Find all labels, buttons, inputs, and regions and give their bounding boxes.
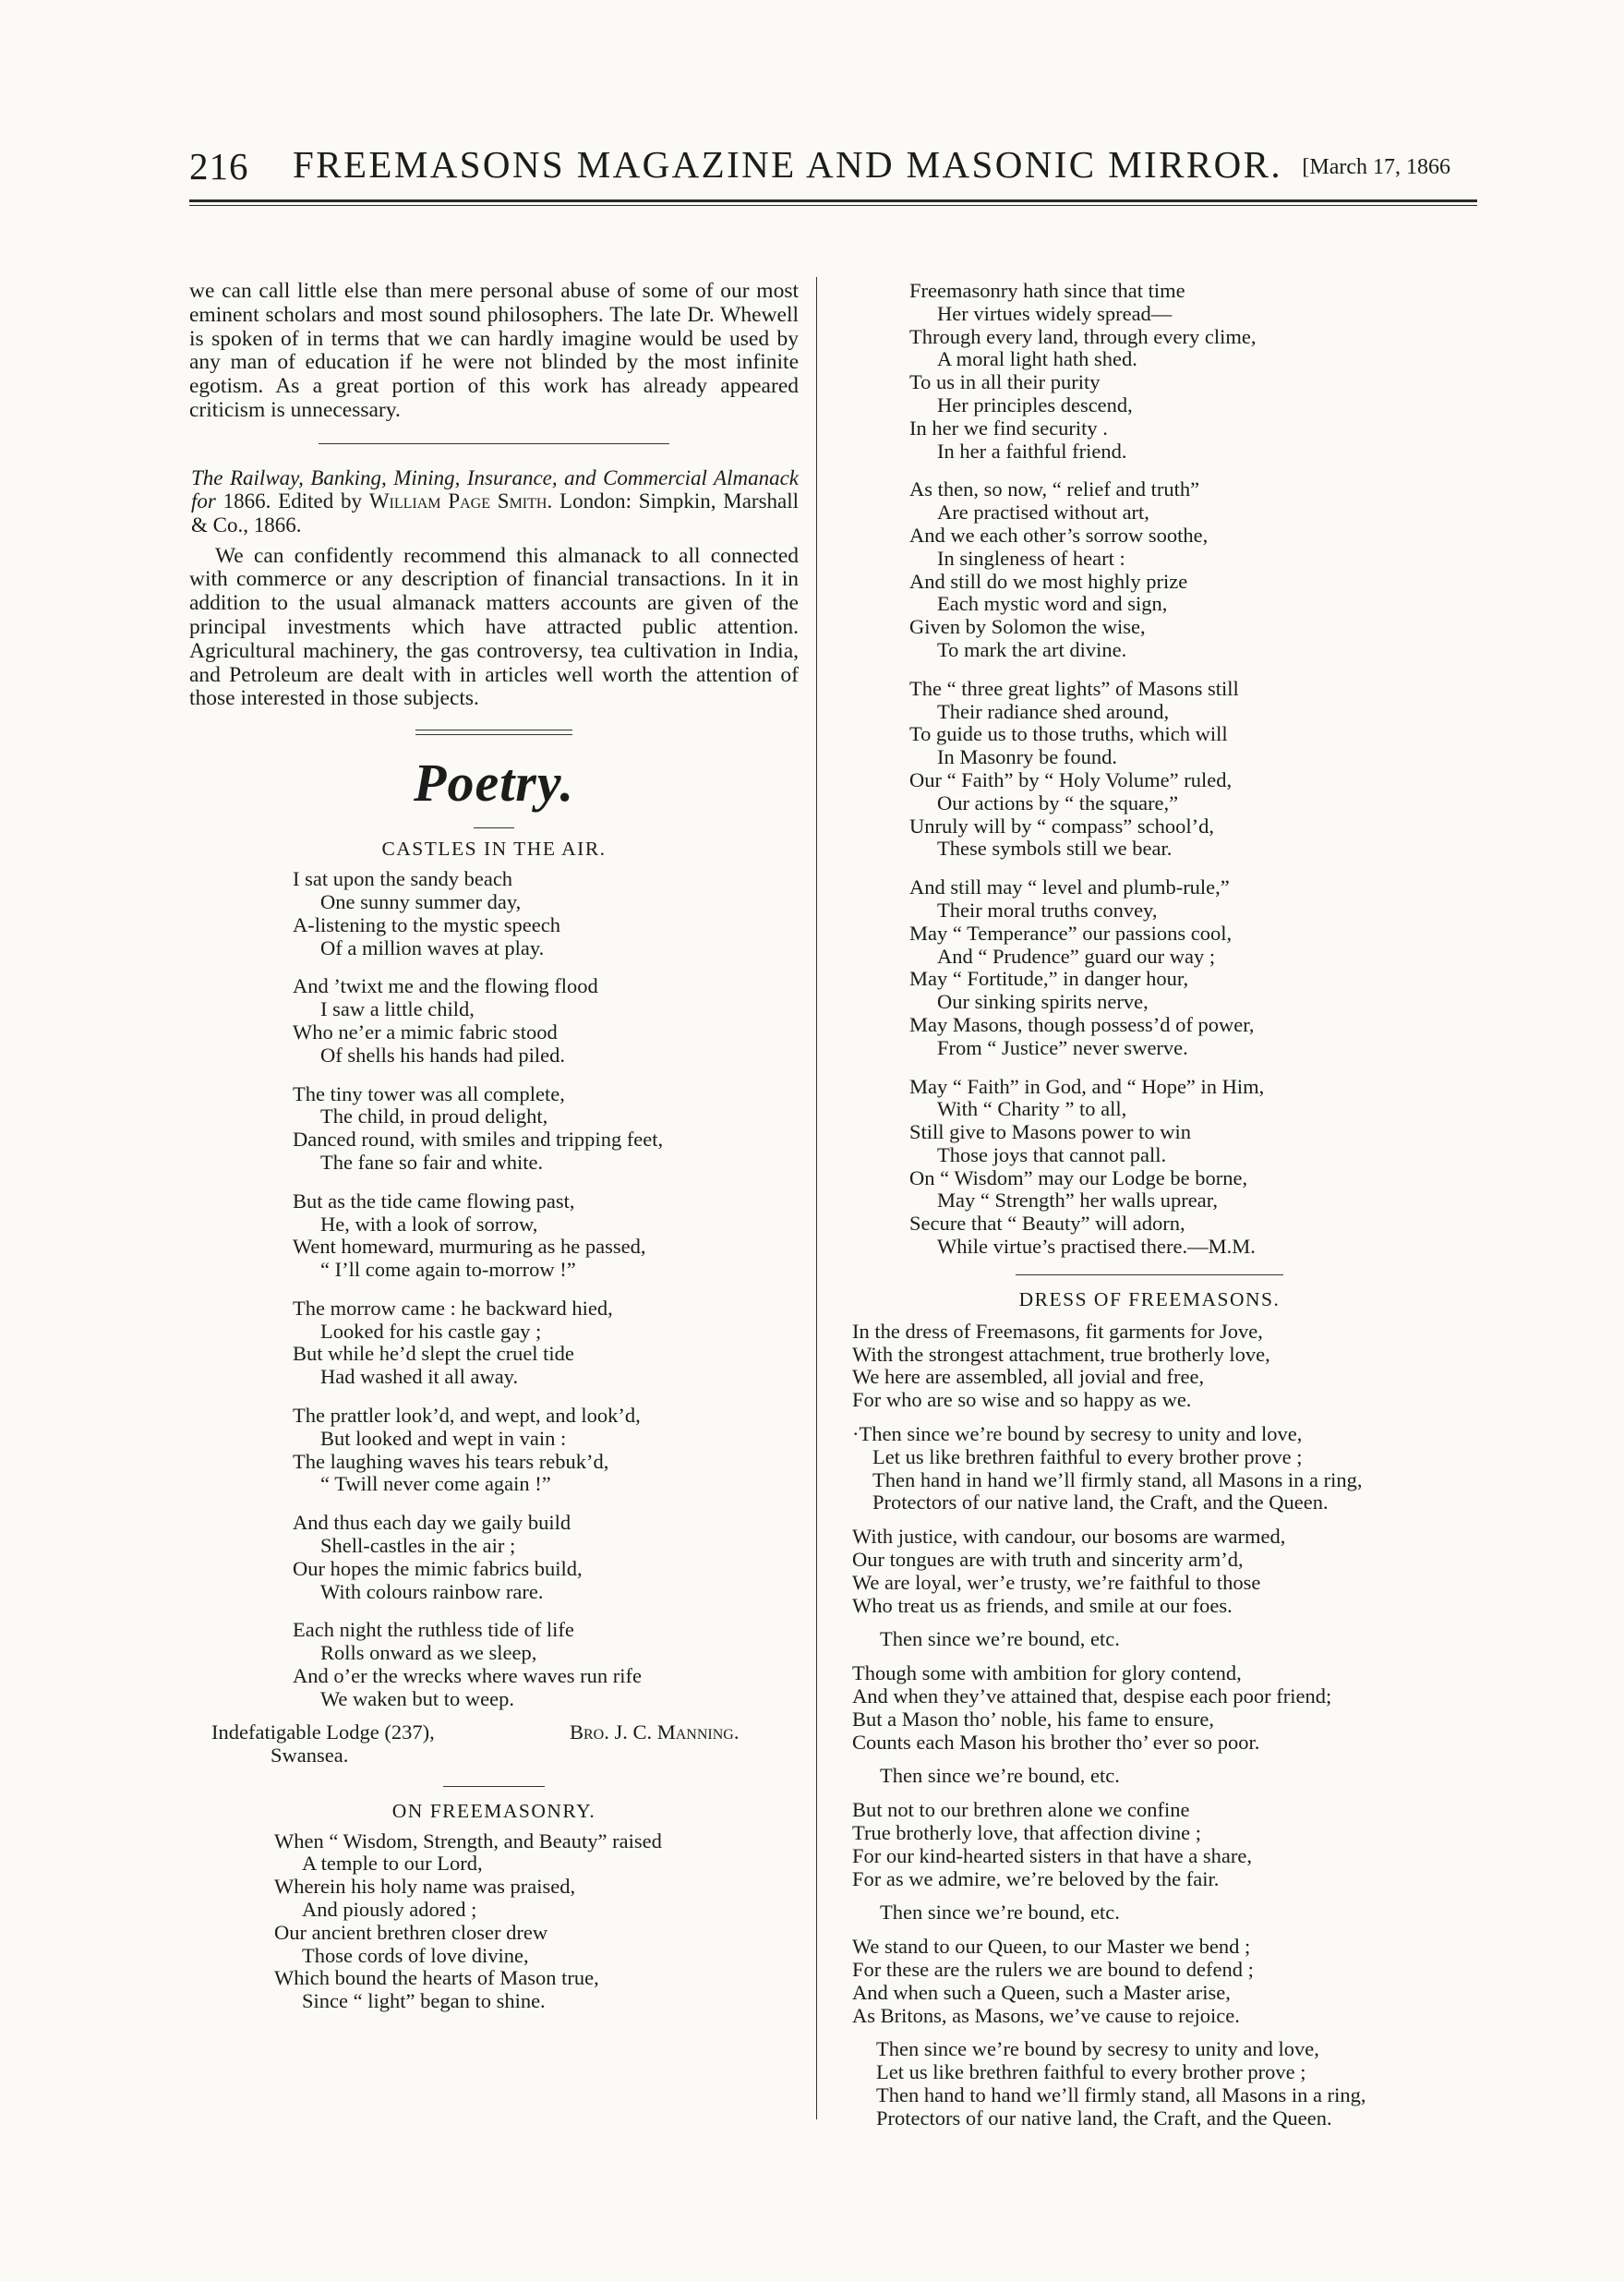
poem-line: Her virtues widely spread—: [937, 301, 1173, 325]
poem-line: On “ Wisdom” may our Lodge be borne,: [909, 1165, 1248, 1189]
poem-line: Rolls onward as we sleep,: [320, 1641, 537, 1665]
stanza: [909, 478, 1463, 661]
poem-line: While virtue’s practised there.—M.M.: [937, 1235, 1256, 1259]
poem-on-freemasonry-continued: [836, 280, 1463, 1259]
poem-line: To us in all their purity: [909, 370, 1101, 394]
poem-line: Shell-castles in the air ;: [320, 1534, 516, 1558]
stanza: [293, 1190, 799, 1282]
stanza: [293, 868, 799, 959]
poem-line: Then since we’re bound, etc.: [880, 1901, 1120, 1925]
header-rule-thin: [189, 205, 1477, 206]
poem-line: ·Then since we’re bound by secresy to unity and love,: [852, 1422, 1303, 1446]
poem-line: With the strongest attachment, true brotherly love,: [852, 1342, 1270, 1366]
signature-lodge: Indefatigable Lodge (237),: [211, 1720, 435, 1744]
poem-line: And “ Prudence” guard our way ;: [937, 944, 1216, 968]
stanza: [852, 1936, 1463, 2027]
poem-line: “ Twill never come again !”: [320, 1472, 551, 1496]
poem-line: True brotherly love, that affection divine ;: [852, 1821, 1202, 1845]
poem-line: And ’twixt me and the flowing flood: [293, 974, 598, 998]
poem-line: A moral light hath shed.: [937, 347, 1137, 371]
stanza: [852, 1799, 1463, 1890]
poem-line: Freemasonry hath since that time: [909, 279, 1185, 302]
poem-line: To guide us to those truths, which will: [909, 722, 1228, 746]
poem-line: Their radiance shed around,: [937, 699, 1170, 723]
poem-line: We here are assembled, all jovial and free,: [852, 1365, 1205, 1389]
poem-title-on-freemasonry: ON FREEMASONRY.: [391, 1799, 596, 1822]
poem-line: For our kind-hearted sisters in that have a share,: [852, 1843, 1252, 1867]
poem-line: But while he’d slept the cruel tide: [293, 1342, 574, 1366]
poem-line: Are practised without art,: [937, 501, 1149, 525]
poem-line: Looked for his castle gay ;: [320, 1319, 542, 1343]
poem-line: With “ Charity ” to all,: [937, 1097, 1127, 1121]
poem-line: In singleness of heart :: [937, 546, 1125, 570]
poem-line: Of a million waves at play.: [320, 935, 545, 959]
signature-author: Bro. J. C. Manning.: [570, 1720, 740, 1744]
poem-line: For who are so wise and so happy as we.: [852, 1388, 1192, 1412]
poem-castles-in-the-air: [189, 868, 799, 1711]
column-divider: [816, 277, 817, 2119]
poem-line: I sat upon the sandy beach: [293, 867, 513, 891]
poem-line: May Masons, though possess’d of power,: [909, 1012, 1255, 1036]
poem-line: Had washed it all away.: [320, 1365, 519, 1389]
poem-line: The morrow came : he backward hied,: [293, 1296, 613, 1320]
left-column: [189, 280, 799, 2013]
stanza: [852, 1526, 1463, 1617]
poem-line: And o’er the wrecks where waves run rife: [293, 1664, 642, 1688]
almanack-editor: William Page Smith.: [368, 489, 553, 513]
heading-rule: [474, 827, 514, 828]
poem-line: Each night the ruthless tide of life: [293, 1618, 574, 1642]
poem-line: From “ Justice” never swerve.: [937, 1035, 1188, 1059]
stanza: [852, 1662, 1463, 1754]
poem-title-castles: CASTLES IN THE AIR.: [381, 838, 607, 861]
poem-line: Those cords of love divine,: [302, 1943, 529, 1967]
poem-on-freemasonry: [189, 1830, 799, 2013]
almanack-title: The Railway, Banking, Mining, Insurance, and Commercial Almanack for: [191, 465, 799, 513]
poem-line: Then since we’re bound, etc.: [880, 1627, 1120, 1651]
stanza: [293, 1405, 799, 1496]
poem-title-dress: DRESS OF FREEMASONS.: [1018, 1287, 1281, 1310]
page-header: [189, 139, 1463, 194]
poem-line: But looked and wept in vain :: [320, 1426, 567, 1450]
poem-line: And when they’ve attained that, despise each poor friend;: [852, 1684, 1332, 1708]
stanza: [852, 1321, 1463, 1412]
poem-line: Wherein his holy name was praised,: [274, 1875, 576, 1899]
stanza: [293, 975, 799, 1067]
poem-line: Through every land, through every clime,: [909, 324, 1257, 348]
poem-line: May “ Strength” her walls uprear,: [937, 1189, 1218, 1213]
poem-line: And still do we most highly prize: [909, 569, 1188, 593]
poem-line: Who treat us as friends, and smile at our foes.: [852, 1593, 1233, 1617]
poem-line: Those joys that cannot pall.: [937, 1142, 1167, 1166]
review-continued: we can call little else than mere personal abuse of some of our most eminent scholars and most sound philosophers. The late Dr. Whewell is spoken of in terms that we can hardly imagine would be used by any man of education if he were not blinded by the most infinite egotism. As a great portion of this work has already appeared criticism is unnecessary.: [189, 279, 799, 422]
poem-line: Protectors of our native land, the Craft, and the Queen.: [872, 1490, 1329, 1515]
poem-line: Then since we’re bound by secresy to unity and love,: [876, 2037, 1319, 2061]
section-double-rule: [415, 730, 572, 735]
poem-signature: [189, 1721, 799, 1769]
poem-line: Given by Solomon the wise,: [909, 615, 1146, 639]
poetry-heading: Poetry.: [414, 753, 574, 814]
poem-line: Who ne’er a mimic fabric stood: [293, 1020, 558, 1044]
stanza: [293, 1297, 799, 1389]
poem-line: Our “ Faith” by “ Holy Volume” ruled,: [909, 767, 1233, 791]
stanza: [293, 1619, 799, 1710]
page-number: 216: [189, 145, 249, 187]
poem-line: Each mystic word and sign,: [937, 592, 1168, 616]
poem-line: Which bound the hearts of Mason true,: [274, 1966, 599, 1990]
poem-line: Though some with ambition for glory contend,: [852, 1661, 1242, 1685]
poem-line: Then since we’re bound, etc.: [880, 1764, 1120, 1788]
right-column: [836, 280, 1463, 2142]
poem-line: Danced round, with smiles and tripping feet,: [293, 1128, 664, 1152]
poem-line: As then, so now, “ relief and truth”: [909, 477, 1200, 501]
poem-line: And piously adored ;: [302, 1898, 477, 1922]
signature-town: Swansea.: [271, 1743, 349, 1767]
magazine-title: FREEMASONS MAGAZINE AND MASONIC MIRROR.: [293, 143, 1283, 186]
poem-line: In her we find security .: [909, 416, 1108, 440]
poem-line: And when such a Queen, such a Master arise,: [852, 1980, 1231, 2004]
poem-line: With justice, with candour, our bosoms are warmed,: [852, 1525, 1286, 1549]
poem-line: Then hand in hand we’ll firmly stand, all Masons in a ring,: [872, 1467, 1363, 1491]
almanack-year: 1866.: [223, 489, 271, 513]
poem-line: As Britons, as Masons, we’ve cause to rejoice.: [852, 2003, 1240, 2027]
almanack-review: We can confidently recommend this almanack to all connected with commerce or any description of financial transactions. In it in addition to the usual almanack matters accounts are given of the principal investments which have attracted public attention. Agricultural machinery, the gas controversy, tea cultivation in India, and Petroleum are dealt with in articles well worth the attention of those interested in those subjects.: [189, 543, 799, 711]
poem-line: And still may “ level and plumb-rule,”: [909, 875, 1230, 899]
poem-line: Since “ light” began to shine.: [302, 1989, 546, 2013]
stanza: [909, 280, 1463, 463]
section-rule: [443, 1786, 545, 1787]
poem-line: We are loyal, wer’e trusty, we’re faithful to those: [852, 1570, 1261, 1594]
poem-dress-of-freemasons: [836, 1321, 1463, 2130]
poem-line: One sunny summer day,: [320, 889, 522, 913]
poem-line: A temple to our Lord,: [302, 1852, 483, 1876]
poem-line: With colours rainbow rare.: [320, 1579, 544, 1603]
poem-line: Went homeward, murmuring as he passed,: [293, 1235, 646, 1259]
poem-line: Our actions by “ the square,”: [937, 791, 1179, 815]
stanza: [909, 1076, 1463, 1259]
poem-line: In the dress of Freemasons, fit garments for Jove,: [852, 1319, 1263, 1343]
poem-line: He, with a look of sorrow,: [320, 1212, 538, 1236]
poem-line: In her a faithful friend.: [937, 439, 1127, 463]
poem-line: Then hand to hand we’ll firmly stand, all Masons in a ring,: [876, 2082, 1366, 2106]
stanza: [909, 876, 1463, 1059]
poem-line: Our ancient brethren closer drew: [274, 1920, 548, 1944]
section-rule: [1016, 1274, 1283, 1275]
poem-line: But not to our brethren alone we confine: [852, 1798, 1190, 1822]
stanza: [852, 1901, 1463, 1925]
poem-line: But a Mason tho’ noble, his fame to ensure,: [852, 1707, 1215, 1731]
poem-line: Her principles descend,: [937, 392, 1133, 416]
stanza: [852, 1765, 1463, 1788]
poem-line: A-listening to the mystic speech: [293, 912, 560, 936]
poem-line: May “ Faith” in God, and “ Hope” in Him,: [909, 1074, 1265, 1098]
poem-line: But as the tide came flowing past,: [293, 1189, 575, 1213]
poem-line: Secure that “ Beauty” will adorn,: [909, 1212, 1185, 1236]
stanza: [852, 2038, 1463, 2130]
poem-line: The prattler look’d, and wept, and look’d,: [293, 1404, 641, 1428]
poem-line: And we each other’s sorrow soothe,: [909, 523, 1209, 547]
poem-line: “ I’ll come again to-morrow !”: [320, 1258, 576, 1282]
almanack-publisher: London: Simpkin, Marshall & Co., 1866.: [191, 489, 800, 537]
poem-line: The tiny tower was all complete,: [293, 1081, 565, 1105]
poem-line: When “ Wisdom, Strength, and Beauty” raised: [274, 1828, 662, 1853]
poem-line: The fane so fair and white.: [320, 1150, 544, 1174]
section-rule: [319, 443, 669, 444]
poem-line: In Masonry be found.: [937, 745, 1117, 769]
poem-line: To mark the art divine.: [937, 637, 1127, 661]
stanza: [293, 1083, 799, 1175]
poem-line: Protectors of our native land, the Craft, and the Queen.: [876, 2106, 1332, 2130]
almanack-edited-by: Edited by: [278, 489, 363, 513]
poem-line: Unruly will by “ compass” school’d,: [909, 814, 1214, 838]
poem-line: Their moral truths convey,: [937, 898, 1158, 922]
stanza: [852, 1628, 1463, 1651]
poem-line: I saw a little child,: [320, 997, 475, 1021]
stanza: [293, 1512, 799, 1603]
poem-line: For these are the rulers we are bound to defend ;: [852, 1958, 1254, 1981]
poem-line: Of shells his hands had piled.: [320, 1043, 565, 1067]
poem-line: Our sinking spirits nerve,: [937, 990, 1149, 1014]
poem-line: We stand to our Queen, to our Master we bend ;: [852, 1935, 1251, 1959]
poem-line: Counts each Mason his brother tho’ ever so poor.: [852, 1730, 1260, 1754]
poem-line: And thus each day we gaily build: [293, 1511, 571, 1535]
stanza: [852, 1423, 1463, 1515]
poem-line: Let us like brethren faithful to every brother prove ;: [872, 1444, 1303, 1468]
almanack-citation: [189, 466, 799, 537]
poem-line: These symbols still we bear.: [937, 837, 1173, 861]
poem-line: The laughing waves his tears rebuk’d,: [293, 1449, 609, 1473]
poem-line: May “ Fortitude,” in danger hour,: [909, 967, 1189, 991]
issue-date: [March 17, 1866: [1302, 155, 1450, 179]
poem-line: Let us like brethren faithful to every brother prove ;: [876, 2060, 1306, 2084]
poem-line: Still give to Masons power to win: [909, 1120, 1191, 1144]
poem-line: The child, in proud delight,: [320, 1104, 548, 1128]
stanza: [909, 678, 1463, 861]
poem-line: For as we admire, we’re beloved by the fair.: [852, 1866, 1220, 1890]
poem-line: We waken but to weep.: [320, 1686, 514, 1710]
poem-line: Our tongues are with truth and sincerity arm’d,: [852, 1548, 1244, 1572]
header-rule: [189, 199, 1477, 202]
poem-line: The “ three great lights” of Masons still: [909, 676, 1239, 700]
poem-line: Our hopes the mimic fabrics build,: [293, 1556, 583, 1580]
poem-line: May “ Temperance” our passions cool,: [909, 921, 1233, 945]
